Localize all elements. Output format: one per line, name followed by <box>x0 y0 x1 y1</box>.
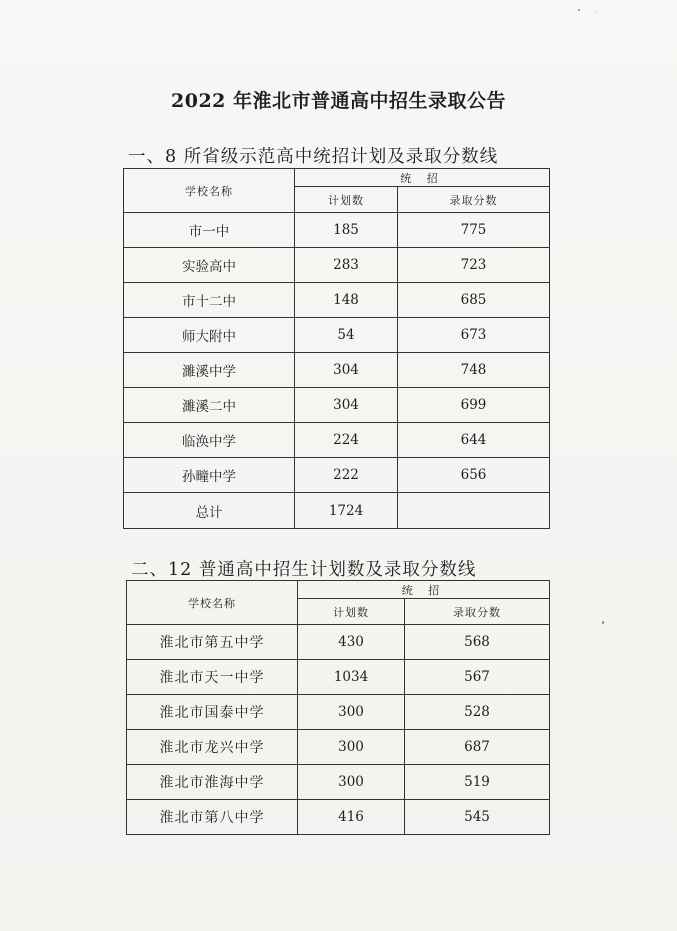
header-school-name: 学校名称 <box>127 581 298 625</box>
score-cell: 545 <box>405 800 550 835</box>
header-group: 统 招 <box>298 581 550 599</box>
plan-cell: 430 <box>298 625 405 660</box>
plan-cell: 283 <box>295 248 398 283</box>
total-label-cell: 总计 <box>124 493 295 529</box>
section-2-table <box>126 580 550 835</box>
table-row <box>124 318 550 353</box>
score-cell: 567 <box>405 660 550 695</box>
table-row <box>127 695 550 730</box>
plan-cell: 54 <box>295 318 398 353</box>
school-name-cell: 淮北市淮海中学 <box>127 765 298 800</box>
school-name-cell: 市十二中 <box>124 283 295 318</box>
school-name-cell: 淮北市第五中学 <box>127 625 298 660</box>
plan-cell: 304 <box>295 388 398 423</box>
header-school-name: 学校名称 <box>124 169 295 213</box>
table-row <box>127 730 550 765</box>
table-row <box>124 283 550 318</box>
page-title: 2022 年淮北市普通高中招生录取公告 <box>171 90 506 112</box>
score-cell: 656 <box>398 458 550 493</box>
plan-cell: 300 <box>298 765 405 800</box>
scan-speck <box>596 12 597 13</box>
table-row <box>127 625 550 660</box>
score-cell: 673 <box>398 318 550 353</box>
score-cell: 687 <box>405 730 550 765</box>
header-plan: 计划数 <box>295 187 398 213</box>
table-row <box>124 458 550 493</box>
table-row <box>124 248 550 283</box>
plan-cell: 148 <box>295 283 398 318</box>
table-row <box>124 423 550 458</box>
plan-cell: 1034 <box>298 660 405 695</box>
school-name-cell: 淮北市第八中学 <box>127 800 298 835</box>
school-name-cell: 市一中 <box>124 213 295 248</box>
score-cell: 699 <box>398 388 550 423</box>
section-2-heading: 二、12 普通高中招生计划数及录取分数线 <box>131 560 477 580</box>
scan-speck <box>602 621 604 624</box>
score-cell: 685 <box>398 283 550 318</box>
plan-cell: 304 <box>295 353 398 388</box>
table-row <box>124 388 550 423</box>
plan-cell: 300 <box>298 695 405 730</box>
section-1-table <box>123 168 550 529</box>
plan-cell: 185 <box>295 213 398 248</box>
table-row <box>124 353 550 388</box>
plan-cell: 224 <box>295 423 398 458</box>
section-1-heading: 一、8 所省级示范高中统招计划及录取分数线 <box>128 147 499 167</box>
table-row <box>127 800 550 835</box>
header-plan: 计划数 <box>298 599 405 625</box>
school-name-cell: 淮北市天一中学 <box>127 660 298 695</box>
total-score-cell <box>398 493 550 529</box>
school-name-cell: 濉溪二中 <box>124 388 295 423</box>
table-row <box>127 660 550 695</box>
score-cell: 528 <box>405 695 550 730</box>
header-score: 录取分数 <box>398 187 550 213</box>
score-cell: 519 <box>405 765 550 800</box>
school-name-cell: 师大附中 <box>124 318 295 353</box>
total-plan-cell: 1724 <box>295 493 398 529</box>
score-cell: 748 <box>398 353 550 388</box>
plan-cell: 300 <box>298 730 405 765</box>
school-name-cell: 淮北市国泰中学 <box>127 695 298 730</box>
scan-speck <box>578 9 580 11</box>
total-row <box>124 493 550 529</box>
school-name-cell: 孙疃中学 <box>124 458 295 493</box>
score-cell: 775 <box>398 213 550 248</box>
table-row <box>124 213 550 248</box>
school-name-cell: 临涣中学 <box>124 423 295 458</box>
plan-cell: 222 <box>295 458 398 493</box>
score-cell: 644 <box>398 423 550 458</box>
score-cell: 568 <box>405 625 550 660</box>
header-group: 统 招 <box>295 169 550 187</box>
school-name-cell: 淮北市龙兴中学 <box>127 730 298 765</box>
table-row <box>127 765 550 800</box>
school-name-cell: 实验高中 <box>124 248 295 283</box>
score-cell: 723 <box>398 248 550 283</box>
school-name-cell: 濉溪中学 <box>124 353 295 388</box>
header-score: 录取分数 <box>405 599 550 625</box>
plan-cell: 416 <box>298 800 405 835</box>
